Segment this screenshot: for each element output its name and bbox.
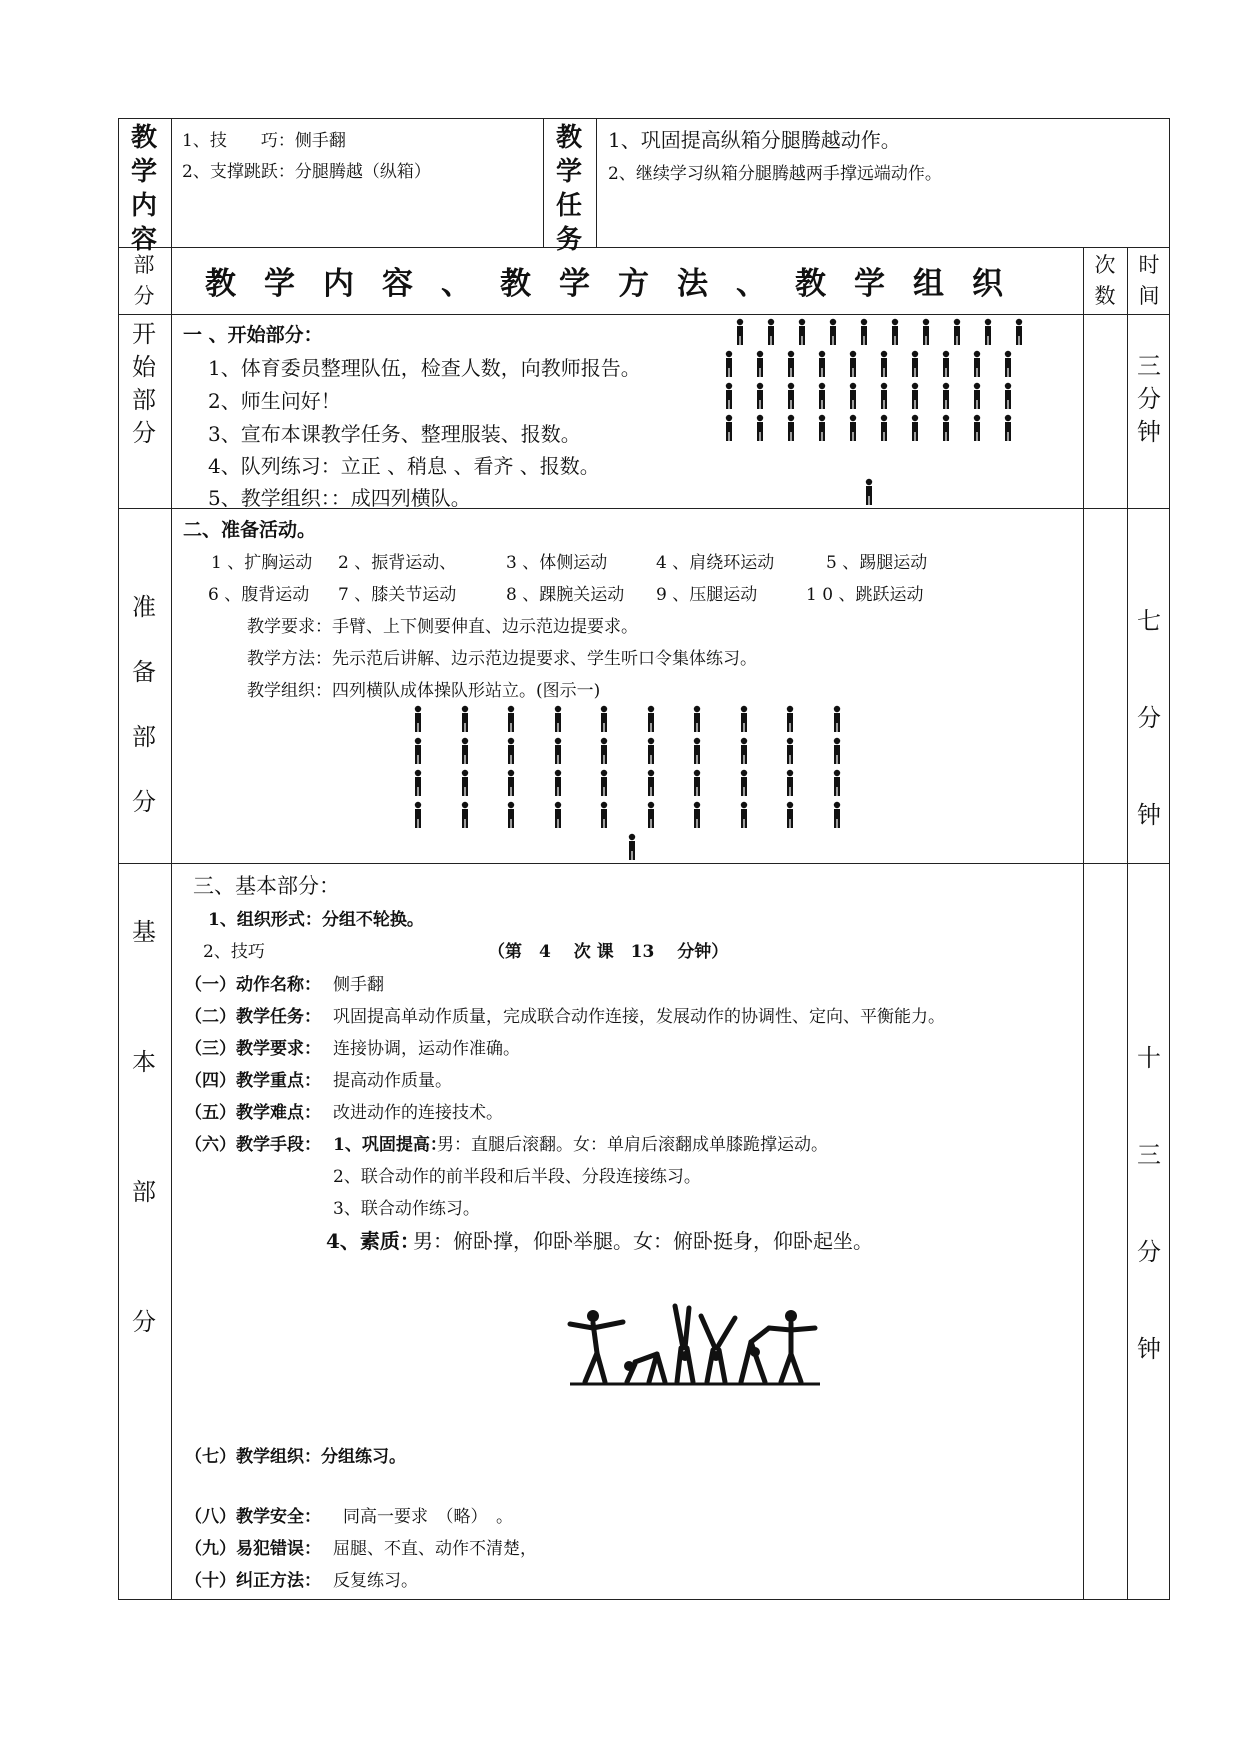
col-divider	[1127, 247, 1128, 1600]
student-figure-icon	[737, 801, 751, 829]
student-figure-icon	[597, 801, 611, 829]
start-section-label: 开始部分	[132, 320, 156, 447]
student-figure-icon	[908, 350, 922, 378]
student-figure-icon	[504, 801, 518, 829]
student-figure-icon	[644, 737, 658, 765]
student-figure-icon	[764, 318, 778, 346]
student-figure-icon	[970, 350, 984, 378]
student-figure-icon	[784, 382, 798, 410]
means-4-value: 男：俯卧撑，仰卧举腿。女：俯卧挺身，仰卧起坐。	[413, 1229, 873, 1253]
student-figure-icon	[551, 769, 565, 797]
basic-lesson-info: （第 4 次 课 13 分钟）	[488, 942, 729, 962]
student-figure-icon	[830, 705, 844, 733]
prep-method: 教学方法：先示范后讲解、边示范边提要求、学生听口令集体练习。	[247, 649, 757, 669]
student-figure-icon	[737, 705, 751, 733]
start-time: 三分钟	[1137, 352, 1161, 446]
student-figure-icon	[1012, 318, 1026, 346]
student-figure-icon	[737, 769, 751, 797]
student-figure-icon	[857, 318, 871, 346]
student-figure-icon	[846, 350, 860, 378]
cartwheel-sequence-figure	[565, 1298, 825, 1390]
student-figure-icon	[908, 414, 922, 442]
student-figure-icon	[458, 769, 472, 797]
student-figure-icon	[939, 382, 953, 410]
student-figure-icon	[504, 737, 518, 765]
prep-exercise: 9 、压腿运动	[656, 585, 758, 605]
row-divider	[118, 314, 1170, 315]
basic-item-key: （四）教学重点：	[185, 1071, 321, 1091]
content-item-2: 2、支撑跳跃：分腿腾越（纵箱）	[182, 162, 431, 182]
basic-item-7: （七）教学组织：分组练习。	[185, 1447, 406, 1467]
student-figure-icon	[458, 705, 472, 733]
student-figure-icon	[722, 350, 736, 378]
student-figure-icon	[690, 801, 704, 829]
basic-item-8-value: 同高一要求 （略） 。	[343, 1507, 513, 1527]
student-figure-icon	[950, 318, 964, 346]
means-label: （六）教学手段：	[185, 1135, 321, 1155]
student-figure-icon	[908, 382, 922, 410]
student-figure-icon	[1001, 414, 1015, 442]
student-figure-icon	[939, 350, 953, 378]
student-figure-icon	[815, 350, 829, 378]
student-figure-icon	[597, 769, 611, 797]
student-figure-icon	[722, 414, 736, 442]
student-figure-icon	[504, 705, 518, 733]
prep-exercise: 7 、膝关节运动	[338, 585, 457, 605]
student-figure-icon	[411, 801, 425, 829]
student-figure-icon	[783, 769, 797, 797]
student-figure-icon	[877, 382, 891, 410]
basic-item-value: 连接协调，运动作准确。	[333, 1039, 520, 1059]
student-figure-icon	[877, 414, 891, 442]
row-divider	[118, 247, 1170, 248]
student-figure-icon	[981, 318, 995, 346]
student-figure-icon	[551, 737, 565, 765]
content-item-1: 1、技 巧：侧手翻	[182, 131, 346, 151]
basic-item-value: 改进动作的连接技术。	[333, 1103, 503, 1123]
student-figure-icon	[597, 705, 611, 733]
student-figure-icon	[411, 705, 425, 733]
prep-exercise: 3 、体侧运动	[506, 553, 608, 573]
basic-time: 十三分钟	[1137, 1044, 1161, 1363]
student-figure-icon	[877, 350, 891, 378]
student-figure-icon	[970, 382, 984, 410]
student-figure-icon	[737, 737, 751, 765]
basic-item-key: （三）教学要求：	[185, 1039, 321, 1059]
student-figure-icon	[830, 769, 844, 797]
prep-requirement: 教学要求：手臂、上下侧要伸直、边示范边提要求。	[247, 617, 638, 637]
student-figure-icon	[644, 801, 658, 829]
student-figure-icon	[504, 769, 518, 797]
prep-section-label: 准备部分	[132, 593, 156, 816]
content-label: 教学内容	[130, 123, 157, 255]
means-3: 3、联合动作练习。	[333, 1199, 480, 1219]
means-1-value: 男：直腿后滚翻。女：单肩后滚翻成单膝跪撑运动。	[437, 1135, 828, 1155]
col-divider	[596, 118, 597, 247]
start-line-5: 5、教学组织：：成四列横队。	[208, 486, 471, 510]
basic-item-key: （一）动作名称：	[185, 975, 321, 995]
basic-item-8-key: （八）教学安全：	[185, 1507, 321, 1527]
prep-organization: 教学组织：四列横队成体操队形站立。(图示一)	[247, 681, 601, 701]
student-figure-icon	[815, 414, 829, 442]
student-figure-icon	[753, 414, 767, 442]
col-main-header: 教学内容、教学方法、教学组织	[205, 266, 1031, 302]
student-figure-icon	[1001, 350, 1015, 378]
student-figure-icon	[939, 414, 953, 442]
student-figure-icon	[411, 737, 425, 765]
student-figure-icon	[690, 705, 704, 733]
prep-exercise: 8 、踝腕关运动	[506, 585, 625, 605]
task-label: 教学任务	[555, 123, 582, 255]
student-figure-icon	[458, 737, 472, 765]
start-line-4: 4、队列练习：立正 、稍息 、看齐 、报数。	[208, 454, 600, 478]
student-figure-icon	[644, 769, 658, 797]
student-figure-icon	[830, 737, 844, 765]
student-figure-icon	[795, 318, 809, 346]
start-line-1: 1、体育委员整理队伍，检查人数，向教师报告。	[208, 356, 641, 380]
student-figure-icon	[551, 705, 565, 733]
student-figure-icon	[625, 833, 639, 861]
student-figure-icon	[888, 318, 902, 346]
prep-title: 二、准备活动。	[183, 519, 317, 541]
means-4-key: 4、素质：	[326, 1229, 420, 1253]
student-figure-icon	[862, 478, 876, 506]
prep-exercise: 6 、腹背运动	[208, 585, 310, 605]
student-figure-icon	[690, 737, 704, 765]
basic-skill: 2、技巧	[203, 942, 265, 962]
prep-exercise: 1 、扩胸运动	[211, 553, 313, 573]
col-divider	[1083, 247, 1084, 1600]
col-time-header: 时间	[1138, 253, 1160, 308]
basic-item-value: 巩固提高单动作质量，完成联合动作连接，发展动作的协调性、定向、平衡能力。	[333, 1007, 945, 1027]
col-count-header: 次数	[1094, 253, 1116, 308]
student-figure-icon	[846, 414, 860, 442]
basic-item-10-key: （十）纠正方法：	[185, 1571, 321, 1591]
student-figure-icon	[1001, 382, 1015, 410]
student-figure-icon	[784, 414, 798, 442]
student-figure-icon	[753, 382, 767, 410]
means-1-key: 1、巩固提高：	[333, 1135, 447, 1155]
student-figure-icon	[411, 769, 425, 797]
student-figure-icon	[846, 382, 860, 410]
student-figure-icon	[783, 801, 797, 829]
basic-title: 三、基本部分：	[193, 874, 340, 898]
basic-item-9-value: 屈腿、不直、动作不清楚，	[333, 1539, 537, 1559]
start-title: 一 、开始部分：	[183, 324, 323, 346]
student-figure-icon	[783, 705, 797, 733]
col-part-header: 部分	[133, 253, 155, 308]
student-figure-icon	[644, 705, 658, 733]
student-figure-icon	[458, 801, 472, 829]
basic-item-9-key: （九）易犯错误：	[185, 1539, 321, 1559]
student-figure-icon	[970, 414, 984, 442]
row-divider	[118, 863, 1170, 864]
student-figure-icon	[830, 801, 844, 829]
task-item-1: 1、巩固提高纵箱分腿腾越动作。	[608, 128, 901, 152]
student-figure-icon	[919, 318, 933, 346]
task-item-2: 2、继续学习纵箱分腿腾越两手撑远端动作。	[608, 164, 942, 184]
start-line-3: 3、宣布本课教学任务、整理服装、报数。	[208, 422, 581, 446]
student-figure-icon	[690, 769, 704, 797]
basic-org-form: 1、组织形式：分组不轮换。	[208, 910, 424, 930]
start-line-2: 2、师生问好！	[208, 389, 341, 413]
student-figure-icon	[753, 350, 767, 378]
col-divider	[543, 118, 544, 247]
prep-exercise: 1 0 、跳跃运动	[806, 585, 924, 605]
basic-section-label: 基本部分	[132, 918, 156, 1336]
student-figure-icon	[783, 737, 797, 765]
student-figure-icon	[826, 318, 840, 346]
student-figure-icon	[733, 318, 747, 346]
student-figure-icon	[722, 382, 736, 410]
basic-item-10-value: 反复练习。	[333, 1571, 418, 1591]
student-figure-icon	[551, 801, 565, 829]
prep-exercise: 5 、踢腿运动	[826, 553, 928, 573]
student-figure-icon	[784, 350, 798, 378]
col-divider	[171, 118, 172, 1600]
means-2: 2、联合动作的前半段和后半段、分段连接练习。	[333, 1167, 701, 1187]
student-figure-icon	[597, 737, 611, 765]
basic-item-key: （二）教学任务：	[185, 1007, 321, 1027]
basic-item-value: 侧手翻	[333, 975, 384, 995]
basic-item-value: 提高动作质量。	[333, 1071, 452, 1091]
prep-exercise: 2 、振背运动、	[338, 553, 457, 573]
prep-time: 七分钟	[1137, 607, 1161, 829]
student-figure-icon	[815, 382, 829, 410]
basic-item-key: （五）教学难点：	[185, 1103, 321, 1123]
prep-exercise: 4 、肩绕环运动	[656, 553, 775, 573]
